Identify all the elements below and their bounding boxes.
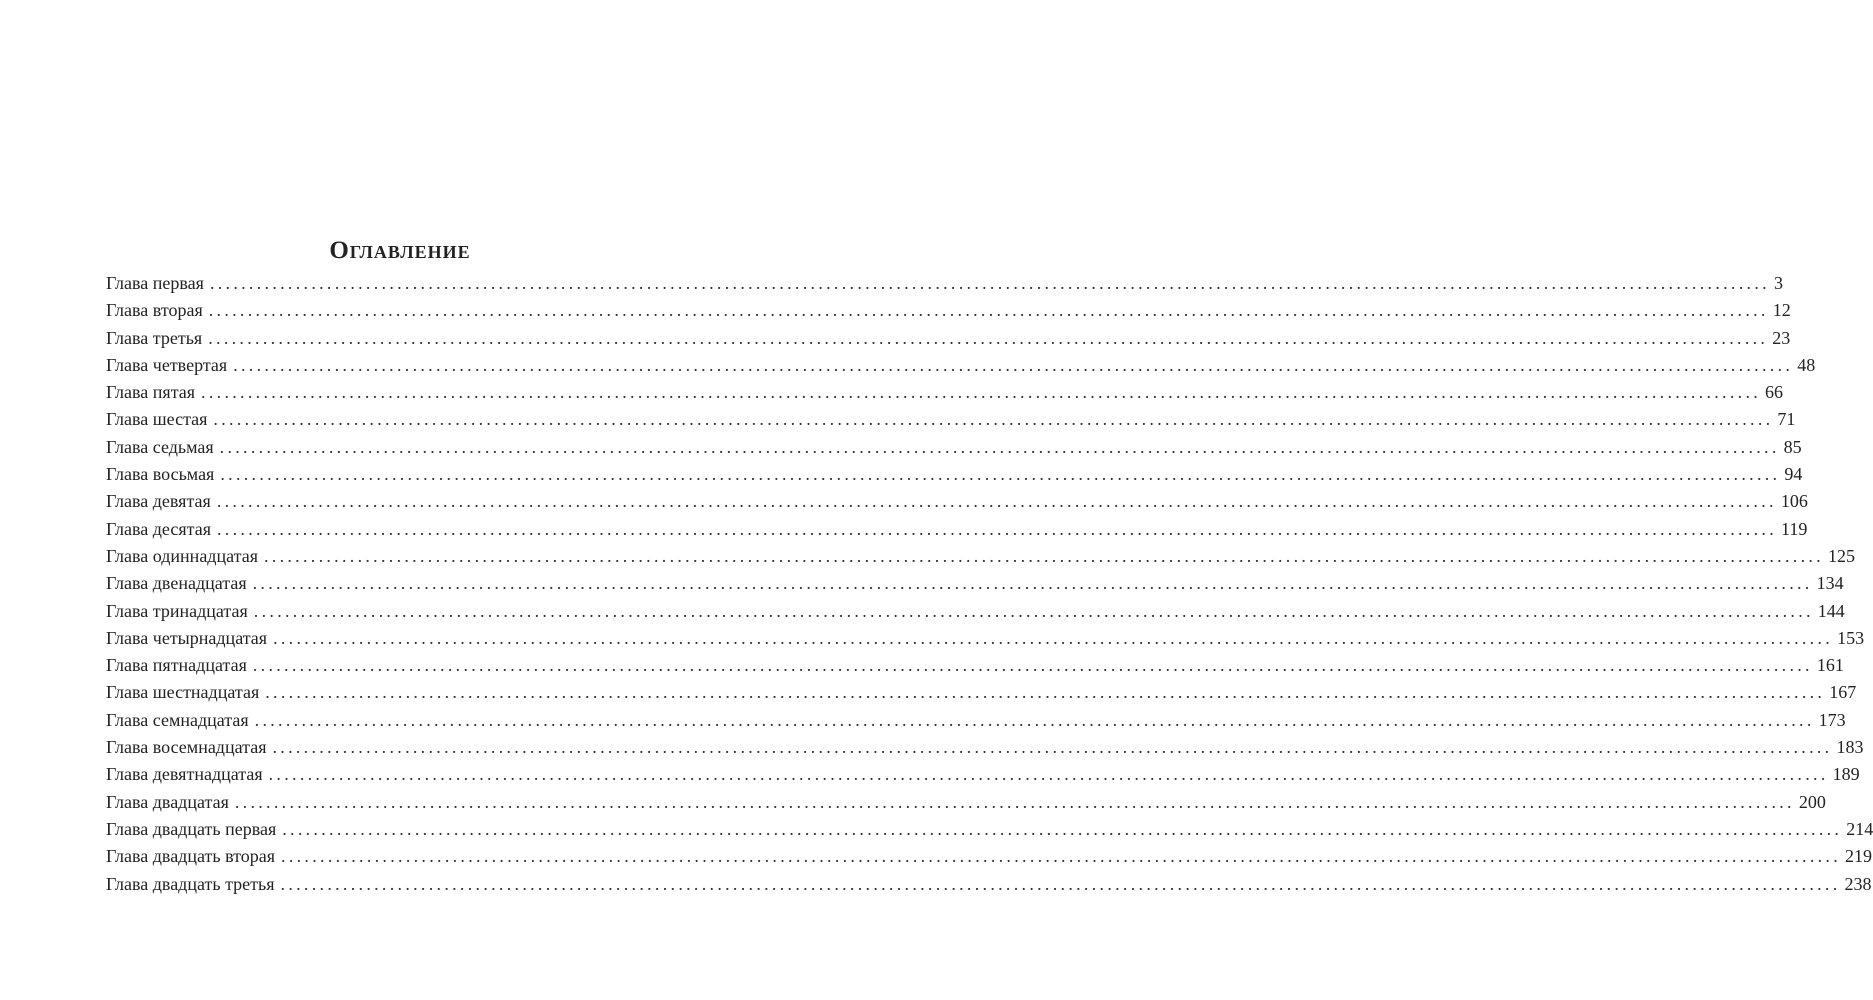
toc-entry-label: Глава семнадцатая (106, 709, 249, 730)
dot-leader: ........................................................................................................................................................................................................ (254, 709, 1815, 730)
toc-entry (106, 570, 1844, 597)
toc-entry-label: Глава четырнадцатая (106, 627, 268, 648)
toc-entry-page-number: 153 (1837, 627, 1865, 648)
dot-leader: ........................................................................................................................................................................................................ (201, 382, 1762, 403)
toc-entry (106, 816, 1873, 843)
toc-entry-label: Глава вторая (106, 300, 203, 321)
dot-leader: ........................................................................................................................................................................................................ (282, 818, 1843, 839)
toc-entry-label: Глава двенадцатая (106, 573, 247, 594)
toc-entry-page-number: 12 (1772, 300, 1791, 321)
toc-entry-page-number: 200 (1798, 791, 1826, 812)
toc-entry (106, 543, 1855, 570)
toc-entry (106, 325, 1791, 352)
toc-entry (106, 625, 1865, 652)
dot-leader: ........................................................................................................................................................................................................ (216, 491, 1777, 512)
dot-leader: ........................................................................................................................................................................................................ (272, 737, 1833, 758)
toc-entry (106, 761, 1860, 788)
dot-leader: ........................................................................................................................................................................................................ (208, 300, 1769, 321)
toc-entry (106, 707, 1846, 734)
dot-leader: ........................................................................................................................................................................................................ (233, 354, 1794, 375)
toc-entry (106, 488, 1808, 515)
toc-entry (106, 516, 1808, 543)
toc-entry (106, 734, 1864, 761)
toc-entry-label: Глава седьмая (106, 436, 214, 457)
dot-leader: ........................................................................................................................................................................................................ (253, 600, 1814, 621)
toc-entry-label: Глава одиннадцатая (106, 545, 258, 566)
toc-entry-label: Глава восемнадцатая (106, 737, 267, 758)
toc-entry-label: Глава девятнадцатая (106, 764, 263, 785)
toc-entry (106, 652, 1844, 679)
toc-entry-label: Глава десятая (106, 518, 211, 539)
toc-entry-page-number: 144 (1817, 600, 1845, 621)
toc-entry-page-number: 23 (1772, 327, 1791, 348)
toc-entry-page-number: 3 (1773, 273, 1783, 293)
dot-leader: ........................................................................................................................................................................................................ (234, 791, 1795, 812)
toc-entry-label: Глава шестая (106, 409, 208, 430)
toc-entry-page-number: 219 (1845, 846, 1873, 867)
dot-leader: ........................................................................................................................................................................................................ (263, 545, 1824, 566)
toc-entry (106, 598, 1845, 625)
toc-entry-page-number: 71 (1777, 409, 1796, 430)
toc-entry-label: Глава двадцать первая (106, 818, 277, 839)
toc-entry-label: Глава восьмая (106, 464, 215, 485)
toc-entry (106, 379, 1784, 406)
dot-leader: ........................................................................................................................................................................................................ (252, 655, 1813, 676)
toc-entry-page-number: 66 (1765, 382, 1784, 403)
dot-leader: ........................................................................................................................................................................................................ (219, 436, 1780, 457)
dot-leader: ........................................................................................................................................................................................................ (281, 846, 1842, 867)
toc-entry-label: Глава четвертая (106, 354, 228, 375)
toc-entry-label: Глава пятая (106, 382, 196, 403)
toc-entry-page-number: 173 (1818, 709, 1846, 730)
toc-entry (106, 789, 1826, 816)
toc-entry-page-number: 48 (1797, 354, 1816, 375)
toc-entry-page-number: 238 (1844, 873, 1872, 894)
toc-entry-page-number: 167 (1829, 682, 1857, 703)
toc-entry (106, 434, 1802, 461)
toc-entry (106, 352, 1816, 379)
toc-entry-label: Глава девятая (106, 491, 211, 512)
toc-entry-label: Глава первая (106, 273, 204, 293)
toc-entry-page-number: 94 (1784, 464, 1803, 485)
toc-entry-page-number: 106 (1780, 491, 1808, 512)
toc-entry-label: Глава двадцатая (106, 791, 229, 812)
toc-entry-label: Глава шестнадцатая (106, 682, 260, 703)
toc-entry-page-number: 183 (1836, 737, 1864, 758)
dot-leader: ........................................................................................................................................................................................................ (217, 518, 1777, 539)
toc-entry (106, 843, 1873, 870)
dot-leader: ........................................................................................................................................................................................................ (213, 409, 1774, 430)
toc-entry-label: Глава тринадцатая (106, 600, 248, 621)
dot-leader: ........................................................................................................................................................................................................ (252, 573, 1813, 594)
toc-entry-page-number: 125 (1827, 545, 1855, 566)
dot-leader: ........................................................................................................................................................................................................ (273, 627, 1834, 648)
toc-entry (106, 679, 1857, 706)
toc-entry (106, 270, 1783, 297)
toc-entry (106, 461, 1803, 488)
toc-entry (106, 297, 1791, 324)
dot-leader: ........................................................................................................................................................................................................ (265, 682, 1826, 703)
dot-leader: ........................................................................................................................................................................................................ (209, 273, 1770, 293)
toc-entry-page-number: 214 (1846, 818, 1873, 839)
toc-entry-label: Глава пятнадцатая (106, 655, 247, 676)
toc-entry-page-number: 85 (1783, 436, 1802, 457)
dot-leader: ........................................................................................................................................................................................................ (280, 873, 1841, 894)
dot-leader: ........................................................................................................................................................................................................ (220, 464, 1781, 485)
toc-entry-label: Глава двадцать вторая (106, 846, 276, 867)
dot-leader: ........................................................................................................................................................................................................ (208, 327, 1769, 348)
toc-entry-label: Глава третья (106, 327, 203, 348)
toc-entry (106, 406, 1796, 433)
table-of-contents (106, 270, 1873, 898)
toc-entry-page-number: 161 (1816, 655, 1844, 676)
dot-leader: ........................................................................................................................................................................................................ (268, 764, 1829, 785)
toc-entry-page-number: 119 (1781, 518, 1808, 539)
page-title: Оглавление (329, 236, 471, 264)
toc-entry-page-number: 189 (1832, 764, 1860, 785)
toc-entry-label: Глава двадцать третья (106, 873, 275, 894)
toc-entry-page-number: 134 (1816, 573, 1844, 594)
toc-entry (106, 871, 1872, 898)
